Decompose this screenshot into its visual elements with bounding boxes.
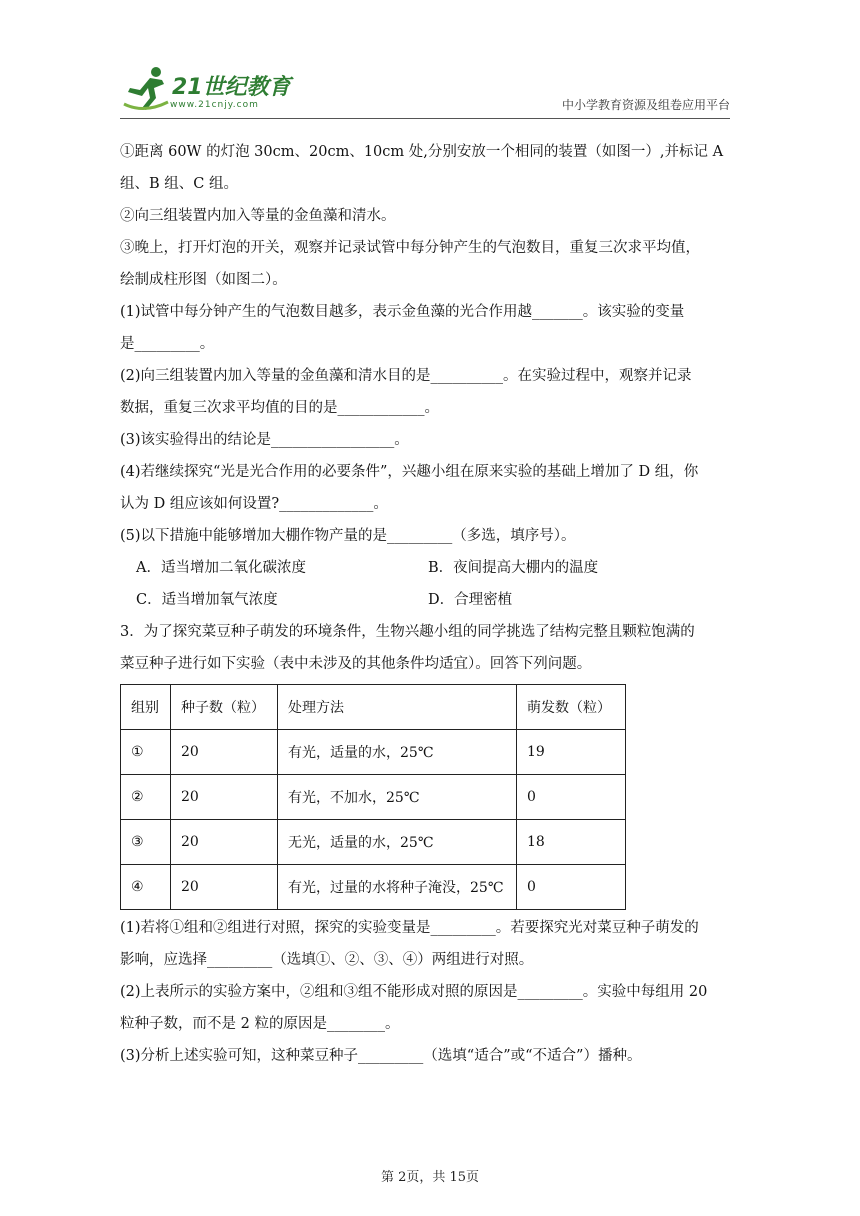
cell-seed-count: 20 — [171, 820, 278, 865]
cell-treatment: 有光，不加水，25℃ — [278, 775, 517, 820]
running-figure-icon — [120, 64, 172, 114]
logo — [120, 64, 320, 114]
cell-treatment: 无光，适量的水，25℃ — [278, 820, 517, 865]
logo-url: www.21cnjy.com — [170, 100, 259, 110]
cell-seed-count: 20 — [171, 730, 278, 775]
experiment-table — [120, 684, 626, 910]
followup-1-line-1: (1)若将①组和②组进行对照，探究的实验变量是_________。若要探究光对菜豆种子萌发的 — [120, 920, 699, 936]
question-1-line-1: (1)试管中每分钟产生的气泡数目越多，表示金鱼藻的光合作用越_______。该实验的变量 — [120, 304, 685, 320]
table-row — [121, 775, 626, 820]
problem-3-line-1: 3．为了探究菜豆种子萌发的环境条件，生物兴趣小组的同学挑选了结构完整且颗粒饱满的 — [120, 624, 695, 640]
question-2-line-2: 数据，重复三次求平均值的目的是____________。 — [120, 400, 439, 416]
followup-2-line-2: 粒种子数，而不是 2 粒的原因是________。 — [120, 1016, 400, 1032]
platform-name: 中小学教育资源及组卷应用平台 — [561, 98, 730, 112]
option-d: D．合理密植 — [428, 592, 513, 608]
cell-germinated: 0 — [517, 865, 626, 910]
step-3-line-2: 绘制成柱形图（如图二）。 — [120, 272, 287, 288]
table-row — [121, 730, 626, 775]
options-row-2 — [120, 584, 732, 616]
cell-group: ④ — [121, 865, 171, 910]
header-germinated: 萌发数（粒） — [517, 685, 626, 730]
question-4-line-1: (4)若继续探究“光是光合作用的必要条件”，兴趣小组在原来实验的基础上增加了 D 组，你 — [120, 464, 699, 480]
options-row-1 — [120, 552, 732, 584]
logo-text: 21世纪教育 — [172, 75, 291, 100]
cell-germinated: 18 — [517, 820, 626, 865]
cell-seed-count: 20 — [171, 865, 278, 910]
step-1-line-2: 组、B 组、C 组。 — [120, 176, 238, 192]
problem-3-line-2: 菜豆种子进行如下实验（表中未涉及的其他条件均适宜）。回答下列问题。 — [120, 656, 592, 672]
header-treatment: 处理方法 — [278, 685, 517, 730]
question-5: (5)以下措施中能够增加大棚作物产量的是_________（多选，填序号）。 — [120, 528, 576, 544]
question-2-line-1: (2)向三组装置内加入等量的金鱼藻和清水目的是__________。在实验过程中，观察并记录 — [120, 368, 692, 384]
page-number: 第 2页，共 15页 — [380, 1170, 480, 1185]
cell-germinated: 19 — [517, 730, 626, 775]
page-content — [120, 136, 732, 1072]
option-b: B．夜间提高大棚内的温度 — [428, 560, 599, 576]
question-1-line-2: 是_________。 — [120, 336, 215, 352]
cell-group: ② — [121, 775, 171, 820]
option-c: C．适当增加氧气浓度 — [136, 592, 278, 608]
step-1-line-1: ①距离 60W 的灯泡 30cm、20cm、10cm 处,分别安放一个相同的装置（如图一）,并标记 A — [120, 144, 724, 160]
table-row — [121, 865, 626, 910]
table-header-row — [121, 685, 626, 730]
cell-treatment: 有光，适量的水，25℃ — [278, 730, 517, 775]
followup-1-line-2: 影响，应选择_________（选填①、②、③、④）两组进行对照。 — [120, 952, 534, 968]
followup-2-line-1: (2)上表所示的实验方案中，②组和③组不能形成对照的原因是_________。实验中每组用 20 — [120, 984, 708, 1000]
cell-seed-count: 20 — [171, 775, 278, 820]
header-seed-count: 种子数（粒） — [171, 685, 278, 730]
question-4-line-2: 认为 D 组应该如何设置?_____________。 — [120, 496, 388, 512]
followup-3: (3)分析上述实验可知，这种菜豆种子_________（选填“适合”或“不适合”）播种。 — [120, 1048, 642, 1064]
step-2: ②向三组装置内加入等量的金鱼藻和清水。 — [120, 208, 396, 224]
table-row — [121, 820, 626, 865]
header-divider — [120, 118, 730, 119]
question-3: (3)该实验得出的结论是_________________。 — [120, 432, 409, 448]
cell-group: ① — [121, 730, 171, 775]
step-3-line-1: ③晚上，打开灯泡的开关，观察并记录试管中每分钟产生的气泡数目，重复三次求平均值， — [120, 240, 700, 256]
cell-germinated: 0 — [517, 775, 626, 820]
cell-group: ③ — [121, 820, 171, 865]
page-header — [120, 64, 730, 118]
option-a: A．适当增加二氧化碳浓度 — [136, 560, 306, 576]
cell-treatment: 有光，过量的水将种子淹没，25℃ — [278, 865, 517, 910]
header-group: 组别 — [121, 685, 171, 730]
